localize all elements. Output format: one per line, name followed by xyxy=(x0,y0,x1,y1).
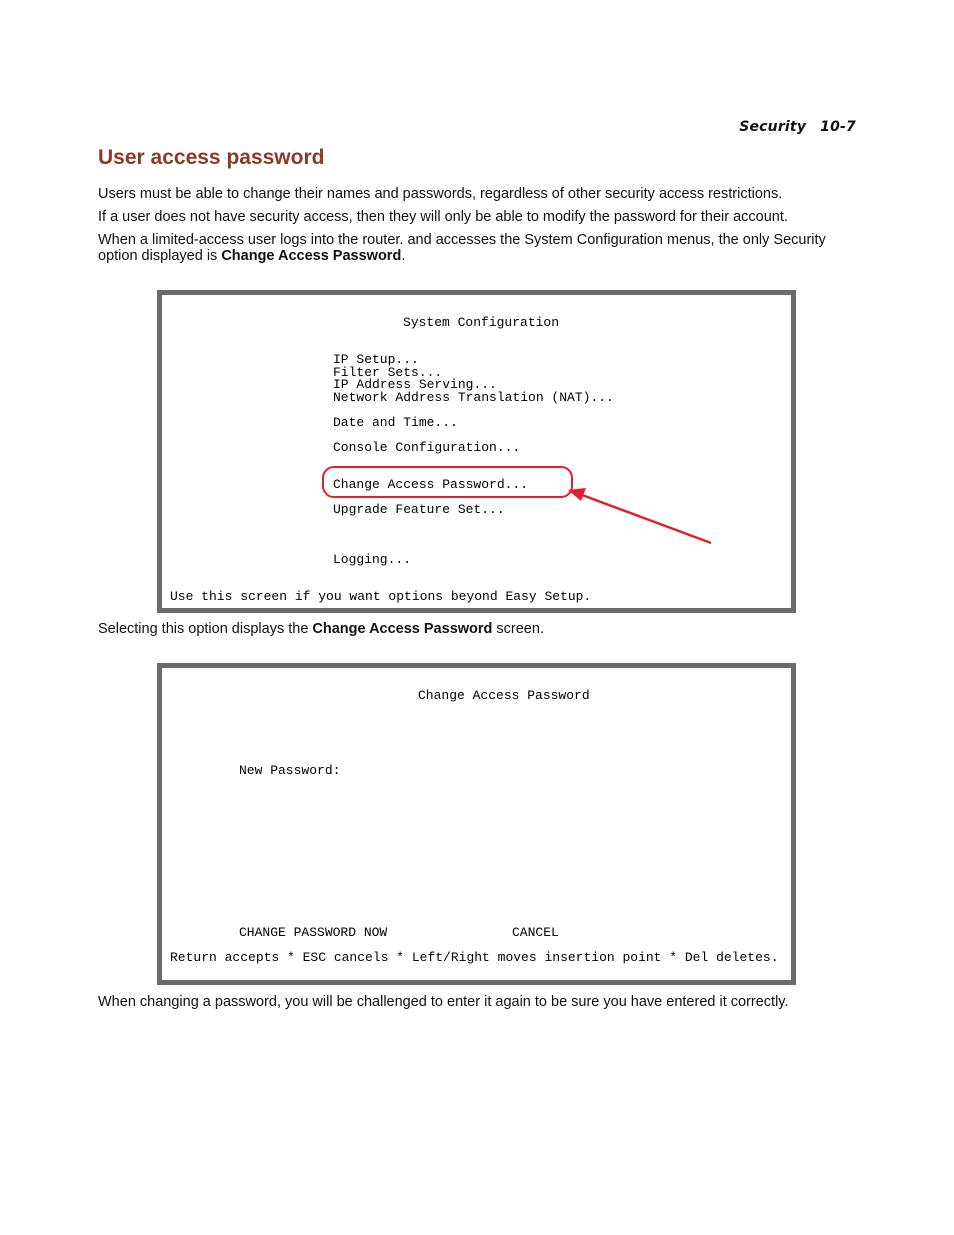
closing-paragraph: When changing a password, you will be challenged to enter it again to be sure you have entered it correctly. xyxy=(98,994,789,1010)
change-access-password-screen xyxy=(157,663,796,985)
header-page-number: 10-7 xyxy=(820,119,856,135)
menu-item-nat[interactable]: Network Address Translation (NAT)... xyxy=(333,390,614,405)
screen-footer-hint: Use this screen if you want options beyond Easy Setup. xyxy=(170,589,592,604)
selecting-bold: Change Access Password xyxy=(312,621,493,637)
intro-p3-text: When a limited-access user logs into the router. and accesses the System Configuration menus, the only Security option displayed is xyxy=(98,232,826,264)
menu-item-console-configuration[interactable]: Console Configuration... xyxy=(333,440,521,455)
menu-item-filter-sets[interactable]: Filter Sets... xyxy=(333,365,443,380)
system-configuration-screen xyxy=(157,290,796,613)
screen-title: Change Access Password xyxy=(418,688,590,703)
menu-item-logging[interactable]: Logging... xyxy=(333,552,412,567)
header-section: Security xyxy=(739,119,807,135)
intro-paragraph-2: If a user does not have security access, then they will only be able to modify the password for their account. xyxy=(98,209,788,225)
cancel-button[interactable]: CANCEL xyxy=(512,925,559,940)
menu-item-ip-setup[interactable]: IP Setup... xyxy=(333,352,419,367)
section-title: User access password xyxy=(98,146,325,169)
page-header xyxy=(739,119,856,135)
selecting-text: Selecting this option displays the xyxy=(98,621,313,637)
menu-item-upgrade-feature-set[interactable]: Upgrade Feature Set... xyxy=(333,502,505,517)
screen-footer-hint: Return accepts * ESC cancels * Left/Right moves insertion point * Del deletes. xyxy=(170,950,779,965)
screen-title: System Configuration xyxy=(403,315,560,330)
selecting-suffix: screen. xyxy=(492,621,544,637)
change-password-now-button[interactable]: CHANGE PASSWORD NOW xyxy=(239,925,388,940)
intro-p3-bold: Change Access Password xyxy=(221,248,402,264)
intro-paragraph-1: Users must be able to change their names and passwords, regardless of other security access restrictions. xyxy=(98,186,783,202)
menu-item-ip-address-serving[interactable]: IP Address Serving... xyxy=(333,377,497,392)
intro-paragraph-3 xyxy=(98,232,858,264)
highlight-oval xyxy=(322,466,573,498)
new-password-label: New Password: xyxy=(239,763,341,778)
selecting-paragraph xyxy=(98,621,858,637)
callout-arrow-icon xyxy=(560,482,720,552)
menu-item-change-access-password[interactable]: Change Access Password... xyxy=(333,477,529,492)
intro-p3-suffix: . xyxy=(401,248,406,264)
menu-item-date-time[interactable]: Date and Time... xyxy=(333,415,458,430)
